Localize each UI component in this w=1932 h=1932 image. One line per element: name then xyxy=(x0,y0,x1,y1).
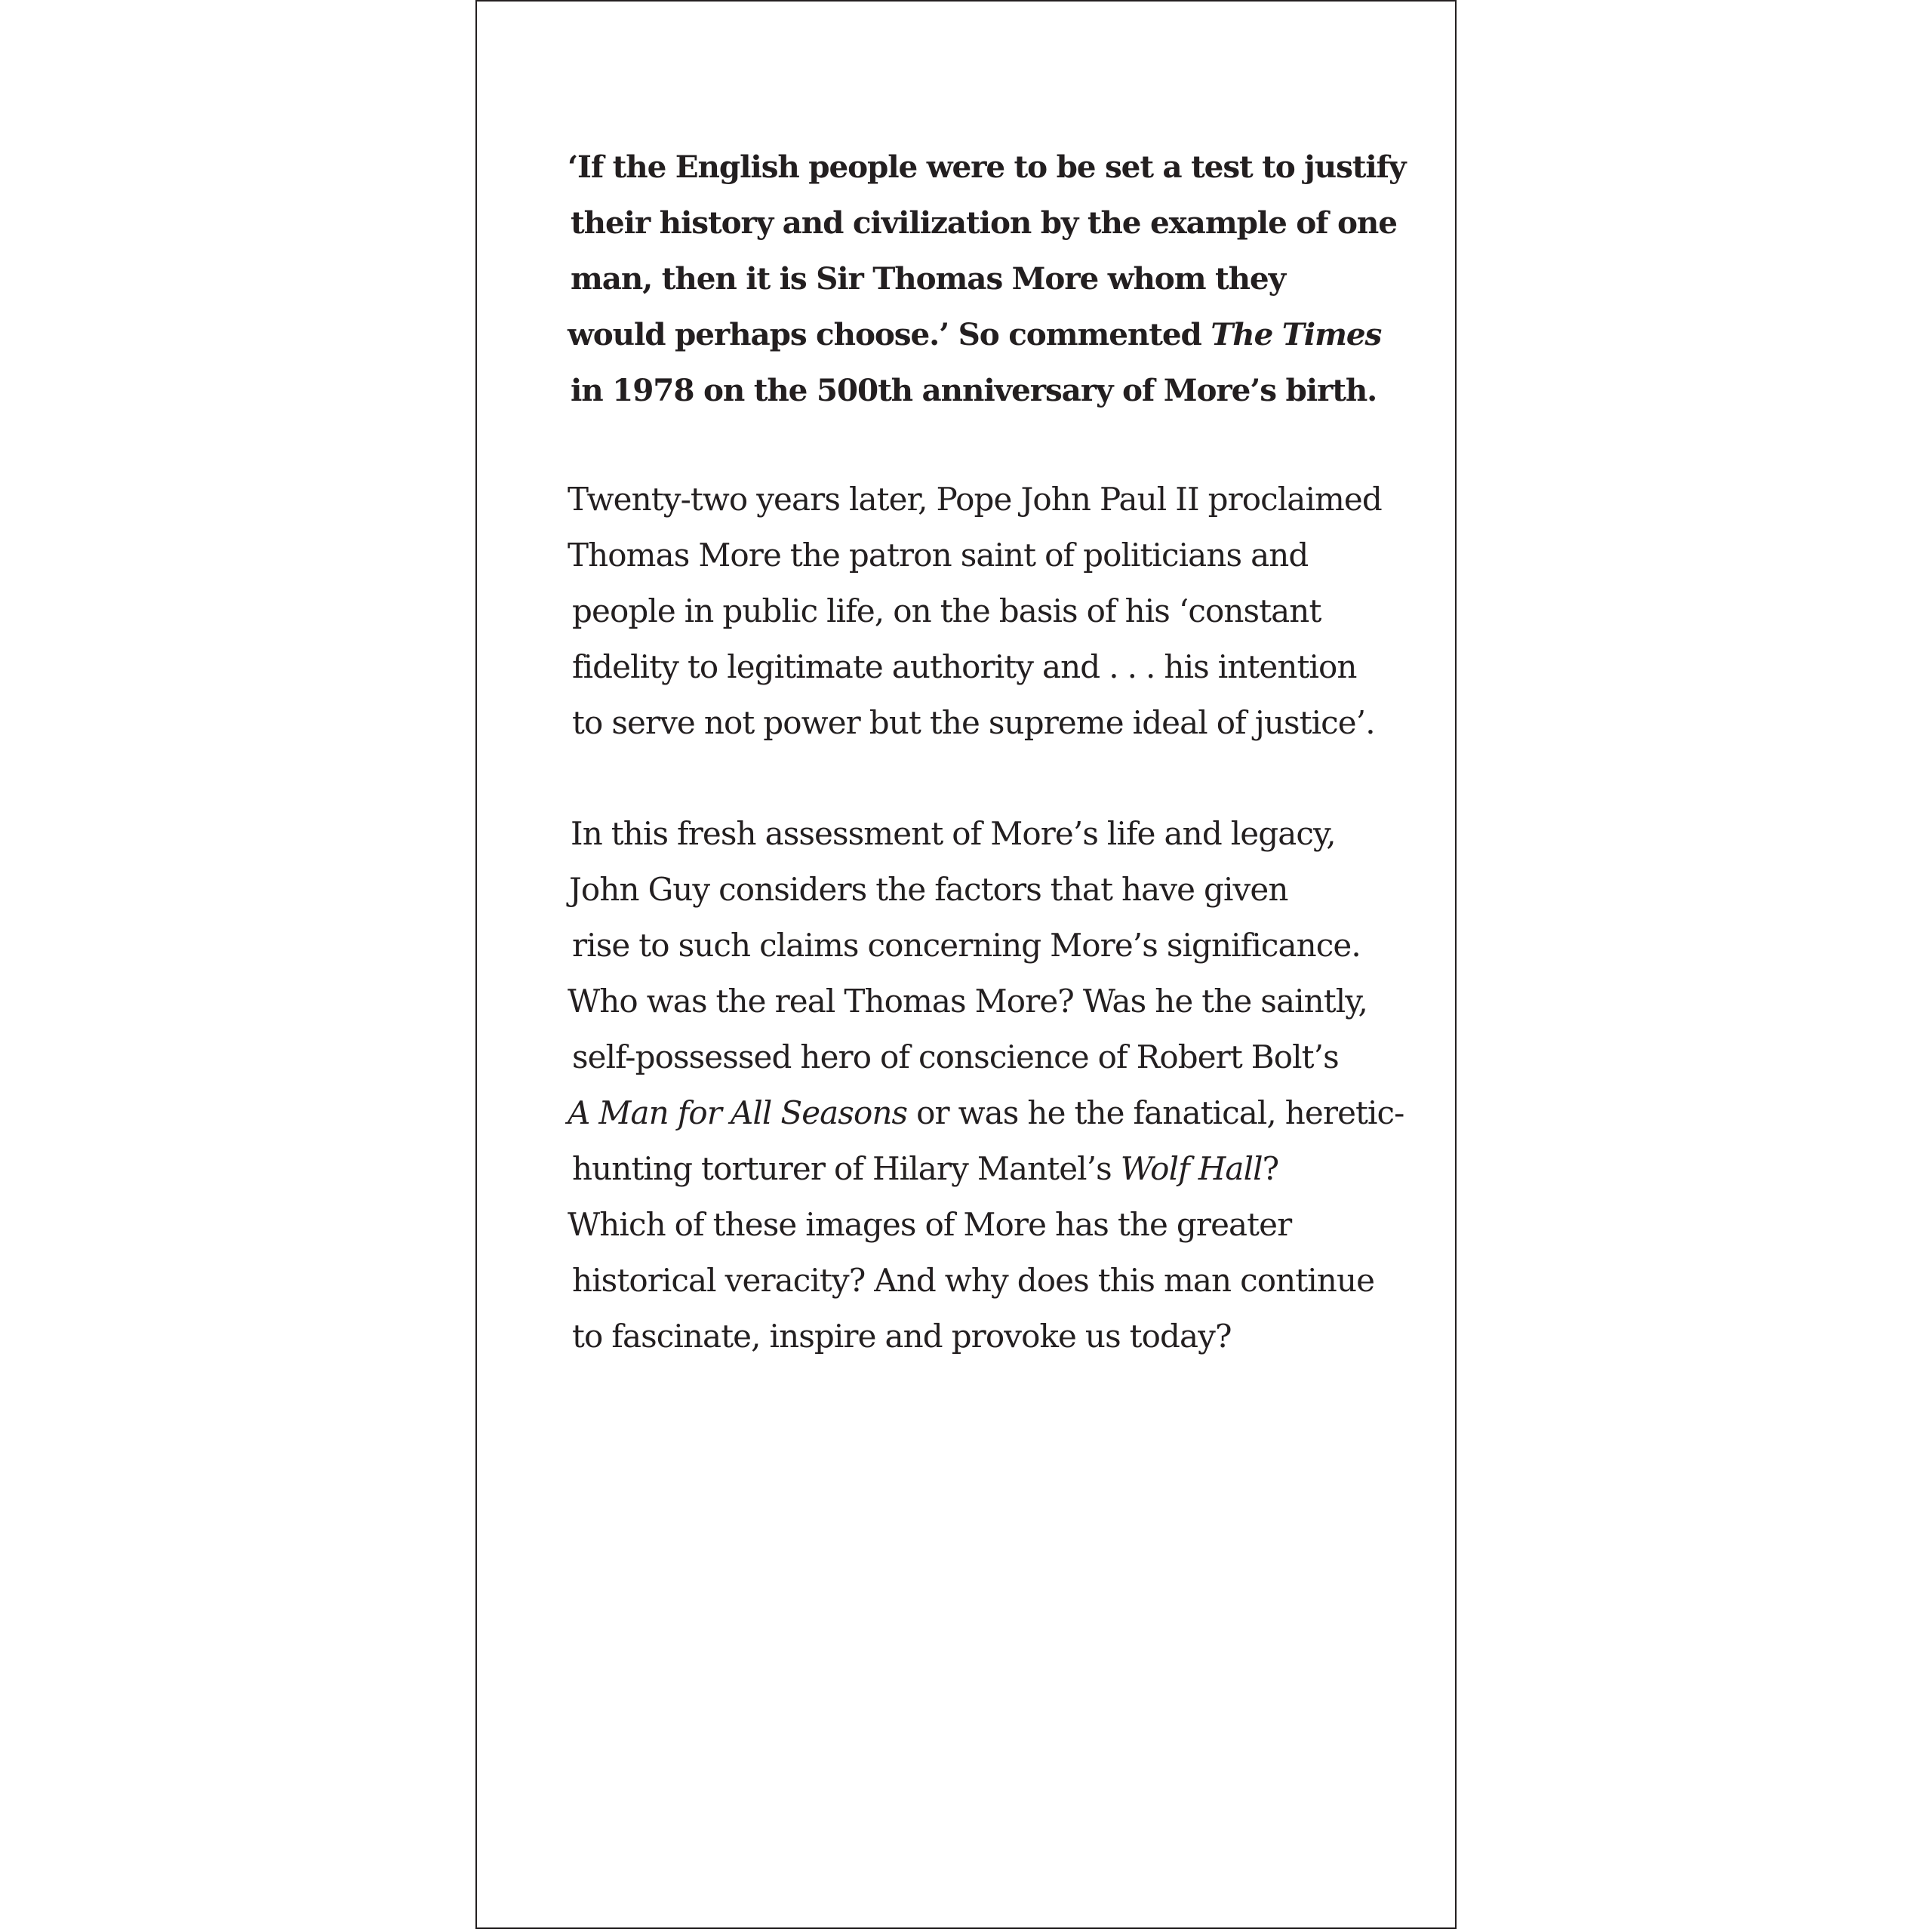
quote-line xyxy=(568,306,1428,362)
quote-paragraph xyxy=(568,139,1428,418)
paragraph-line xyxy=(568,1085,1428,1141)
paragraph-line: fidelity to legitimate authority and . . . his intention xyxy=(572,648,1357,685)
assessment-paragraph xyxy=(568,806,1428,1364)
paragraph-line-text: hunting torturer of Hilary Mantel’s xyxy=(572,1150,1121,1187)
quote-line: ‘If the English people were to be set a test to justify xyxy=(568,149,1406,185)
book-back-cover xyxy=(475,0,1457,1929)
paragraph-line: Thomas More the patron saint of politicians and xyxy=(568,537,1309,574)
paragraph-line: Who was the real Thomas More? Was he the saintly, xyxy=(568,983,1367,1020)
paragraph-line: In this fresh assessment of More’s life and legacy, xyxy=(571,815,1336,852)
quote-line: in 1978 on the 500th anniversary of More’s birth. xyxy=(571,372,1377,408)
novel-title: Wolf Hall xyxy=(1120,1150,1263,1187)
paragraph-line: people in public life, on the basis of his ‘constant xyxy=(572,592,1321,629)
paragraph-line: Twenty-two years later, Pope John Paul II proclaimed xyxy=(568,481,1382,518)
paragraph-line: rise to such claims concerning More’s significance. xyxy=(572,927,1361,964)
paragraph-line-text: ? xyxy=(1262,1150,1279,1187)
play-title: A Man for All Seasons xyxy=(568,1094,908,1131)
paragraph-line: Which of these images of More has the greater xyxy=(568,1206,1292,1243)
paragraph-line-text: or was he the fanatical, heretic- xyxy=(907,1094,1404,1131)
paragraph-line: John Guy considers the factors that have given xyxy=(569,871,1288,908)
paragraph-line: to fascinate, inspire and provoke us today? xyxy=(572,1318,1232,1355)
paragraph-line: to serve not power but the supreme ideal of justice’. xyxy=(572,704,1375,741)
quote-line-text: would perhaps choose.’ So commented xyxy=(568,316,1211,352)
quote-line: man, then it is Sir Thomas More whom they xyxy=(571,260,1286,297)
paragraph-line xyxy=(568,1141,1428,1197)
papal-paragraph xyxy=(568,472,1428,751)
newspaper-title: The Times xyxy=(1211,316,1382,352)
paragraph-line: self-possessed hero of conscience of Robert Bolt’s xyxy=(572,1038,1339,1075)
paragraph-line: historical veracity? And why does this man continue xyxy=(572,1262,1375,1299)
quote-line: their history and civilization by the example of one xyxy=(571,205,1397,241)
